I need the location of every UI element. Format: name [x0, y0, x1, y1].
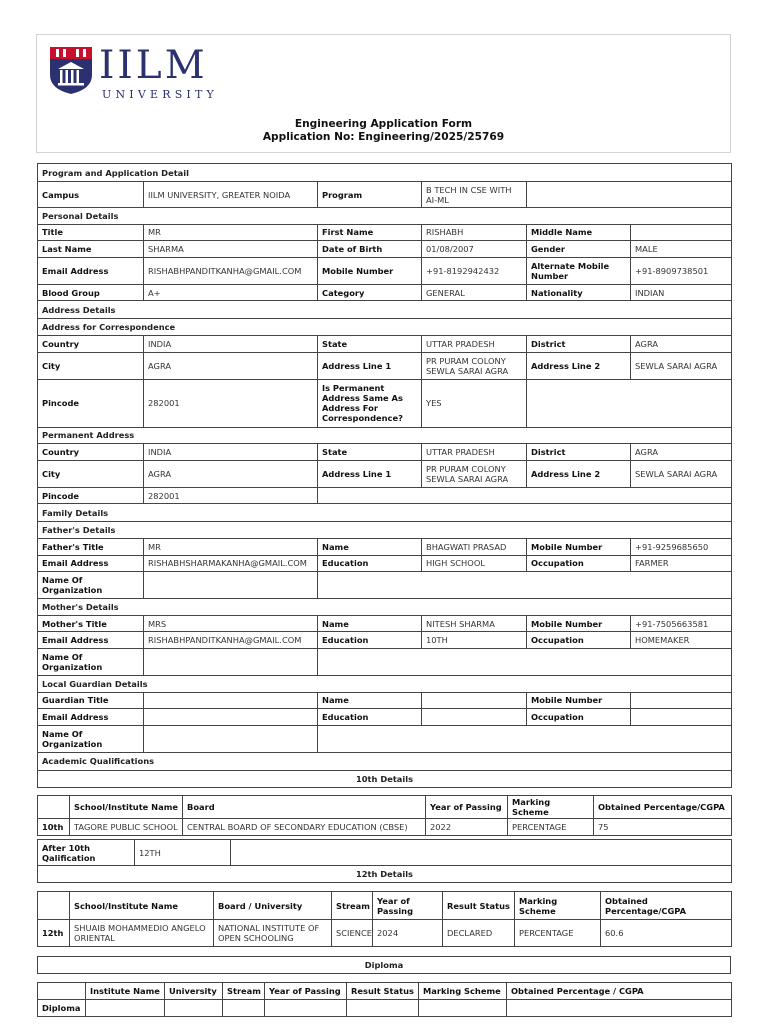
- campus-label: Campus: [38, 182, 144, 208]
- guardian-mobile-label: Mobile Number: [527, 692, 631, 709]
- diploma-header-scheme: Marking Scheme: [419, 983, 507, 1000]
- tenth-year-value: 2022: [426, 819, 508, 836]
- diploma-percentage-value: [507, 1000, 732, 1017]
- guardian-occupation-label: Occupation: [527, 709, 631, 726]
- diploma-header-year: Year of Passing: [265, 983, 347, 1000]
- diploma-heading-table: [37, 956, 731, 974]
- logo-wordmark: IILM: [99, 43, 208, 88]
- diploma-header-institute: Institute Name: [86, 983, 165, 1000]
- twelfth-board-value: NATIONAL INSTITUTE OF OPEN SCHOOLING: [214, 920, 332, 947]
- guardian-name-value: [422, 692, 527, 709]
- tenth-header-year: Year of Passing: [426, 796, 508, 819]
- diploma-row-label: Diploma: [38, 1000, 86, 1017]
- perm-district-value: AGRA: [631, 444, 732, 461]
- tenth-details-heading: 10th Details: [38, 770, 732, 787]
- diploma-year-value: [265, 1000, 347, 1017]
- twelfth-header-scheme: Marking Scheme: [515, 892, 601, 920]
- twelfth-header-stream: Stream: [332, 892, 373, 920]
- crest-icon: [48, 45, 94, 95]
- diploma-header-percentage: Obtained Percentage / CGPA: [507, 983, 732, 1000]
- same-address-empty: [527, 379, 732, 427]
- perm-pincode-label: Pincode: [38, 487, 144, 504]
- twelfth-row-label: 12th: [38, 920, 70, 947]
- last-name-label: Last Name: [38, 241, 144, 258]
- email-value: RISHABHPANDITKANHA@GMAIL.COM: [144, 257, 318, 284]
- mother-email-value: RISHABHPANDITKANHA@GMAIL.COM: [144, 632, 318, 649]
- title-label: Title: [38, 224, 144, 241]
- mother-title-label: Mother's Title: [38, 615, 144, 632]
- guardian-education-value: [422, 709, 527, 726]
- section-academic: Academic Qualifications: [38, 752, 732, 770]
- father-occupation-label: Occupation: [527, 555, 631, 572]
- tenth-header-board: Board: [183, 796, 426, 819]
- perm-line2-label: Address Line 2: [527, 460, 631, 487]
- category-value: GENERAL: [422, 284, 527, 301]
- perm-pincode-value: 282001: [144, 487, 318, 504]
- form-header: [36, 34, 731, 153]
- guardian-education-label: Education: [318, 709, 422, 726]
- father-title-label: Father's Title: [38, 538, 144, 555]
- first-name-label: First Name: [318, 224, 422, 241]
- tenth-corner: [38, 796, 70, 819]
- twelfth-header-board: Board / University: [214, 892, 332, 920]
- after-tenth-label: After 10th Qalification: [38, 840, 135, 866]
- perm-state-label: State: [318, 444, 422, 461]
- guardian-org-label: Name Of Organization: [38, 725, 144, 752]
- application-number: Application No: Engineering/2025/25769: [262, 131, 505, 143]
- corr-state-label: State: [318, 335, 422, 352]
- corr-district-label: District: [527, 335, 631, 352]
- perm-district-label: District: [527, 444, 631, 461]
- title-value: MR: [144, 224, 318, 241]
- corr-country-value: INDIA: [144, 335, 318, 352]
- father-mobile-value: +91-9259685650: [631, 538, 732, 555]
- corr-line1-label: Address Line 1: [318, 352, 422, 379]
- father-title-value: MR: [144, 538, 318, 555]
- guardian-email-value: [144, 709, 318, 726]
- last-name-value: SHARMA: [144, 241, 318, 258]
- mother-mobile-value: +91-7505663581: [631, 615, 732, 632]
- mother-heading: Mother's Details: [38, 599, 732, 616]
- mother-name-label: Name: [318, 615, 422, 632]
- corr-line2-label: Address Line 2: [527, 352, 631, 379]
- perm-city-value: AGRA: [144, 460, 318, 487]
- twelfth-corner: [38, 892, 70, 920]
- twelfth-scheme-value: PERCENTAGE: [515, 920, 601, 947]
- mother-occupation-value: HOMEMAKER: [631, 632, 732, 649]
- perm-line1-value: PR PURAM COLONY SEWLA SARAI AGRA: [422, 460, 527, 487]
- first-name-value: RISHABH: [422, 224, 527, 241]
- twelfth-stream-value: SCIENCE: [332, 920, 373, 947]
- guardian-org-empty: [318, 725, 732, 752]
- father-org-empty: [318, 572, 732, 599]
- perm-line2-value: SEWLA SARAI AGRA: [631, 460, 732, 487]
- twelfth-header-year: Year of Passing: [373, 892, 443, 920]
- diploma-heading: Diploma: [38, 957, 731, 974]
- guardian-title-label: Guardian Title: [38, 692, 144, 709]
- father-heading: Father's Details: [38, 522, 732, 539]
- twelfth-header-status: Result Status: [443, 892, 515, 920]
- alt-mobile-label: Alternate Mobile Number: [527, 257, 631, 284]
- father-name-label: Name: [318, 538, 422, 555]
- tenth-header-school: School/Institute Name: [70, 796, 183, 819]
- tenth-scheme-value: PERCENTAGE: [508, 819, 594, 836]
- same-address-label: Is Permanent Address Same As Address For Correspondence?: [318, 379, 422, 427]
- twelfth-percentage-value: 60.6: [601, 920, 732, 947]
- twelfth-header-percentage: Obtained Percentage/CGPA: [601, 892, 732, 920]
- middle-name-label: Middle Name: [527, 224, 631, 241]
- father-name-value: BHAGWATI PRASAD: [422, 538, 527, 555]
- tenth-row-label: 10th: [38, 819, 70, 836]
- corr-city-value: AGRA: [144, 352, 318, 379]
- email-label: Email Address: [38, 257, 144, 284]
- guardian-heading: Local Guardian Details: [38, 675, 732, 692]
- guardian-org-value: [144, 725, 318, 752]
- gender-value: MALE: [631, 241, 732, 258]
- mother-education-label: Education: [318, 632, 422, 649]
- diploma-university-value: [165, 1000, 223, 1017]
- same-address-value: YES: [422, 379, 527, 427]
- gender-label: Gender: [527, 241, 631, 258]
- father-email-label: Email Address: [38, 555, 144, 572]
- twelfth-details-heading: 12th Details: [38, 866, 732, 883]
- program-label: Program: [318, 182, 422, 208]
- mother-email-label: Email Address: [38, 632, 144, 649]
- father-mobile-label: Mobile Number: [527, 538, 631, 555]
- logo-subtitle: UNIVERSITY: [102, 88, 218, 101]
- perm-city-label: City: [38, 460, 144, 487]
- middle-name-value: [631, 224, 732, 241]
- perm-state-value: UTTAR PRADESH: [422, 444, 527, 461]
- mother-title-value: MRS: [144, 615, 318, 632]
- mother-mobile-label: Mobile Number: [527, 615, 631, 632]
- program-value: B TECH IN CSE WITH AI-ML: [422, 182, 527, 208]
- permanent-heading: Permanent Address: [38, 427, 732, 444]
- after-tenth-empty: [231, 840, 732, 866]
- father-org-value: [144, 572, 318, 599]
- form-title: Engineering Application Form: [294, 118, 473, 130]
- nationality-value: INDIAN: [631, 284, 732, 301]
- guardian-occupation-value: [631, 709, 732, 726]
- mother-education-value: 10TH: [422, 632, 527, 649]
- guardian-email-label: Email Address: [38, 709, 144, 726]
- dob-value: 01/08/2007: [422, 241, 527, 258]
- blood-group-value: A+: [144, 284, 318, 301]
- tenth-school-value: TAGORE PUBLIC SCHOOL: [70, 819, 183, 836]
- diploma-corner: [38, 983, 86, 1000]
- tenth-table: [37, 795, 732, 836]
- section-family: Family Details: [38, 504, 732, 522]
- perm-line1-label: Address Line 1: [318, 460, 422, 487]
- dob-label: Date of Birth: [318, 241, 422, 258]
- mother-org-empty: [318, 648, 732, 675]
- tenth-percentage-value: 75: [594, 819, 732, 836]
- twelfth-school-value: SHUAIB MOHAMMEDIO ANGELO ORIENTAL: [70, 920, 214, 947]
- diploma-status-value: [347, 1000, 419, 1017]
- section-personal: Personal Details: [38, 208, 732, 225]
- tenth-header-scheme: Marking Scheme: [508, 796, 594, 819]
- blood-group-label: Blood Group: [38, 284, 144, 301]
- twelfth-table: [37, 891, 732, 947]
- tenth-header-percentage: Obtained Percentage/CGPA: [594, 796, 732, 819]
- category-label: Category: [318, 284, 422, 301]
- tenth-board-value: CENTRAL BOARD OF SECONDARY EDUCATION (CBSE): [183, 819, 426, 836]
- father-occupation-value: FARMER: [631, 555, 732, 572]
- mother-org-value: [144, 648, 318, 675]
- corr-district-value: AGRA: [631, 335, 732, 352]
- mother-name-value: NITESH SHARMA: [422, 615, 527, 632]
- corr-country-label: Country: [38, 335, 144, 352]
- diploma-header-stream: Stream: [223, 983, 265, 1000]
- program-empty: [527, 182, 732, 208]
- diploma-header-status: Result Status: [347, 983, 419, 1000]
- guardian-title-value: [144, 692, 318, 709]
- corr-line1-value: PR PURAM COLONY SEWLA SARAI AGRA: [422, 352, 527, 379]
- perm-pincode-empty: [318, 487, 732, 504]
- twelfth-header-school: School/Institute Name: [70, 892, 214, 920]
- diploma-institute-value: [86, 1000, 165, 1017]
- diploma-table: [37, 982, 732, 1017]
- father-education-value: HIGH SCHOOL: [422, 555, 527, 572]
- corr-city-label: City: [38, 352, 144, 379]
- father-org-label: Name Of Organization: [38, 572, 144, 599]
- alt-mobile-value: +91-8909738501: [631, 257, 732, 284]
- section-address: Address Details: [38, 301, 732, 319]
- diploma-scheme-value: [419, 1000, 507, 1017]
- father-email-value: RISHABHSHARMAKANHA@GMAIL.COM: [144, 555, 318, 572]
- mother-occupation-label: Occupation: [527, 632, 631, 649]
- correspondence-heading: Address for Correspondence: [38, 319, 732, 336]
- mobile-value: +91-8192942432: [422, 257, 527, 284]
- twelfth-status-value: DECLARED: [443, 920, 515, 947]
- father-education-label: Education: [318, 555, 422, 572]
- twelfth-year-value: 2024: [373, 920, 443, 947]
- guardian-name-label: Name: [318, 692, 422, 709]
- corr-state-value: UTTAR PRADESH: [422, 335, 527, 352]
- diploma-stream-value: [223, 1000, 265, 1017]
- mother-org-label: Name Of Organization: [38, 648, 144, 675]
- nationality-label: Nationality: [527, 284, 631, 301]
- diploma-header-university: University: [165, 983, 223, 1000]
- section-program: Program and Application Detail: [38, 164, 732, 182]
- mobile-label: Mobile Number: [318, 257, 422, 284]
- campus-value: IILM UNIVERSITY, GREATER NOIDA: [144, 182, 318, 208]
- perm-country-value: INDIA: [144, 444, 318, 461]
- after-tenth-table: [37, 839, 732, 883]
- university-logo: [48, 45, 228, 103]
- after-tenth-value: 12TH: [135, 840, 231, 866]
- guardian-mobile-value: [631, 692, 732, 709]
- corr-line2-value: SEWLA SARAI AGRA: [631, 352, 732, 379]
- application-detail-table: [37, 163, 732, 788]
- corr-pincode-value: 282001: [144, 379, 318, 427]
- perm-country-label: Country: [38, 444, 144, 461]
- corr-pincode-label: Pincode: [38, 379, 144, 427]
